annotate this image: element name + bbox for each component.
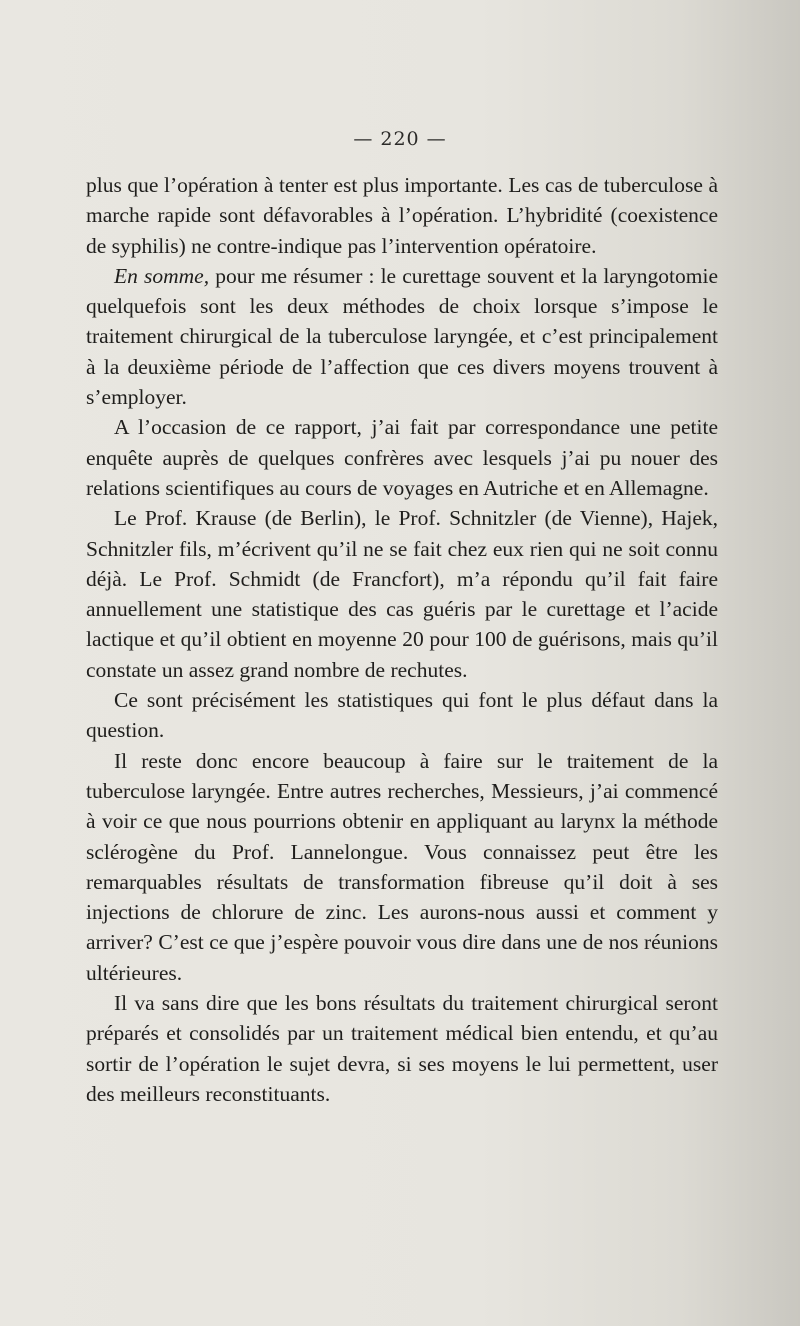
- paragraph-7: Il va sans dire que les bons résultats du traitement chirurgical seront préparés et consolidés par un traitement médical bien entendu, et qu’au sortir de l’opération le sujet devra, si ses moyens le lui permettent, user des meilleurs reconstituants.: [86, 991, 718, 1106]
- paragraph-1: plus que l’opération à tenter est plus importante. Les cas de tuberculose à marche rapide sont défavorables à l’opération. L’hybridité (coexistence de syphilis) ne contre-indique pas l’intervention opératoire.: [86, 173, 718, 258]
- paragraph-4: Le Prof. Krause (de Berlin), le Prof. Schnitzler (de Vienne), Hajek, Schnitzler fils, m’écrivent qu’il ne se fait chez eux rien qui ne soit connu déjà. Le Prof. Schmidt (de Francfort), m’a répondu qu’il fait faire annuellement une statistique des cas guéris par le curettage et l’acide lactique et qu’il obtient en moyenne 20 pour 100 de guérisons, mais qu’il constate un assez grand nombre de rechutes.: [86, 506, 718, 682]
- page-number: — 220 —: [353, 128, 447, 150]
- paragraph-2-lead: En somme,: [114, 263, 210, 288]
- paragraph-2: [86, 261, 718, 412]
- paragraph-6: Il reste donc encore beaucoup à faire sur le traitement de la tuberculose laryngée. Entre autres recherches, Messieurs, j’ai commencé à voir ce que nous pourrions obtenir en appliquant au larynx la méthode sclérogène du Prof. Lannelongue. Vous connaissez peut être les remarquables résultats de transformation fibreuse qu’il doit à ses injections de chlorure de zinc. Les aurons-nous aussi et comment y arriver? C’est ce que j’espère pouvoir vous dire dans une de nos réunions ultérieures.: [86, 748, 718, 985]
- paragraph-5: Ce sont précisément les statistiques qui font le plus défaut dans la question.: [86, 688, 718, 743]
- paragraph-3: A l’occasion de ce rapport, j’ai fait par correspondance une petite enquête auprès de quelques confrères avec lesquels j’ai pu nouer des relations scientifiques au cours de voyages en Autriche et en Allemagne.: [86, 415, 718, 500]
- paragraph-2-text: pour me résumer : le curettage souvent et la laryngotomie quelquefois sont les deux méthodes de choix lorsque s’impose le traitement chirurgical de la tuberculose laryngée, et c’est principalement à la deuxième période de l’affection que ces divers moyens trouvent à s’employer.: [86, 263, 718, 410]
- body-text: [86, 170, 718, 1109]
